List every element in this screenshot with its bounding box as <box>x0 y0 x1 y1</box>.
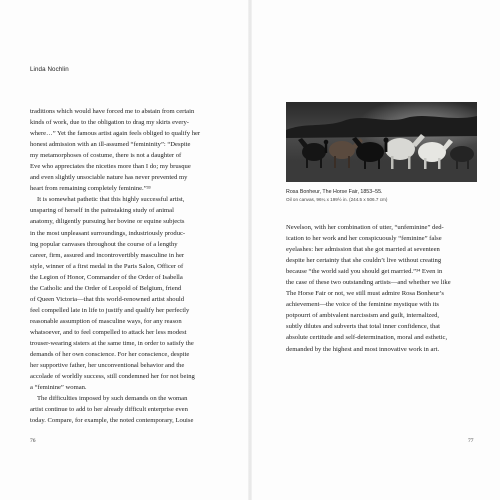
body-text-line: anatomy, diligently pursuing her bovine or equine subjects <box>30 218 185 226</box>
body-text-line: demands of her own conscience. For her conscience, despite <box>30 351 190 359</box>
horse-fair-painting <box>286 102 477 182</box>
page-number-right: 77 <box>468 438 474 444</box>
body-text-line: ication to her work and her conspicuously “feminine” false <box>286 235 442 243</box>
body-text-line: achievement—the voice of the feminine mystique with its <box>286 301 439 309</box>
body-text-line: artist continue to add to her already difficult enterprise even <box>30 406 188 414</box>
body-text-line: my metamorphoses of costume, there is not a daughter of <box>30 152 182 160</box>
body-text-line: in the most unpleasant surroundings, industriously produc- <box>30 229 186 237</box>
body-text-line: and even slightly unsociable nature has never prevented my <box>30 174 188 182</box>
page-number-left: 76 <box>30 438 36 444</box>
body-text-line: accolade of worldly success, still condemned her for not being <box>30 373 195 381</box>
body-text-line: the Legion of Honor, Commander of the Order of Isabella <box>30 273 183 281</box>
body-text-line: ing popular canvases throughout the course of a lengthy <box>30 240 178 248</box>
body-text-line: because “the world said you should get married.”³⁴ Even in <box>286 268 443 276</box>
body-text-line: trouser-wearing sisters at the same time, in order to satisfy the <box>30 339 194 347</box>
body-text-line: the case of these two outstanding artists—and whether we like <box>286 279 451 287</box>
body-text-line: heart from remaining completely feminine.”³³ <box>30 185 151 193</box>
body-text-line: the Catholic and the Order of Leopold of Belgium, friend <box>30 284 182 292</box>
body-text-line: It is somewhat pathetic that this highly successful artist, <box>37 196 185 204</box>
body-text-line: honest admission with an ill-assumed “femininity”: “Despite <box>30 141 191 149</box>
body-text-line: whatsoever, and to feel compelled to attack her less modest <box>30 328 187 336</box>
body-text-line: style, winner of a first medal in the Paris Salon, Officer of <box>30 262 184 270</box>
body-text-line: kinds of work, due to the obligation to drag my skirts every- <box>30 119 189 127</box>
body-text-line: of Queen Victoria—that this world-renowned artist should <box>30 295 185 303</box>
body-text-line: eyelashes: her admission that she got married at seventeen <box>286 246 440 254</box>
painting-image <box>286 102 477 182</box>
body-text-line: feel compelled late in life to justify and qualify her perfectly <box>30 306 190 314</box>
body-text-line: potpourri of ambivalent narcissism and guilt, internalized, <box>286 312 440 320</box>
body-text-line: career, firm, assured and incontrovertibly masculine in her <box>30 251 185 259</box>
body-text-line: The difficulties imposed by such demands on the woman <box>37 395 188 403</box>
body-text-line: Eve who appreciates the niceties more than I do; my brusque <box>30 163 191 171</box>
figure-caption <box>286 188 387 203</box>
body-text-line: The Horse Fair or not, we still must admire Rosa Bonheur’s <box>286 290 444 298</box>
left-text-column <box>30 106 230 426</box>
body-text-line: today. Compare, for example, the noted contemporary, Louise <box>30 417 194 425</box>
body-text-line: Nevelson, with her combination of utter, “unfeminine” ded- <box>286 224 444 231</box>
book-gutter <box>248 0 252 500</box>
body-text-line: demanded by the highest and most innovative work in art. <box>286 345 440 353</box>
running-head: Linda Nochlin <box>30 66 69 73</box>
caption-medium: Oil on canvas, 96¼ x 199½ in. (244.5 x 506.7 cm) <box>286 197 388 202</box>
body-text-line: absolute certitude and self-determination, moral and esthetic, <box>286 334 448 342</box>
right-text-column <box>286 222 474 355</box>
body-text-line: despite her certainty that she couldn’t live without creating <box>286 257 442 265</box>
body-text-line: a “feminine” woman. <box>30 384 87 392</box>
body-text-line: reasonable assumption of masculine ways, for any reason <box>30 317 182 325</box>
body-text-line: subtly dilutes and subverts that total inner confidence, that <box>286 323 441 331</box>
caption-title: Rosa Bonheur, The Horse Fair, 1853–55. <box>286 189 383 195</box>
body-text-line: traditions which would have forced me to abstain from certain <box>30 108 195 115</box>
body-text-line: her supportive father, her unconventional behavior and the <box>30 362 185 370</box>
body-text-line: where…” Yet the famous artist again feels obliged to qualify her <box>30 130 201 138</box>
body-text-line: unsparing of herself in the painstaking study of animal <box>30 207 174 215</box>
